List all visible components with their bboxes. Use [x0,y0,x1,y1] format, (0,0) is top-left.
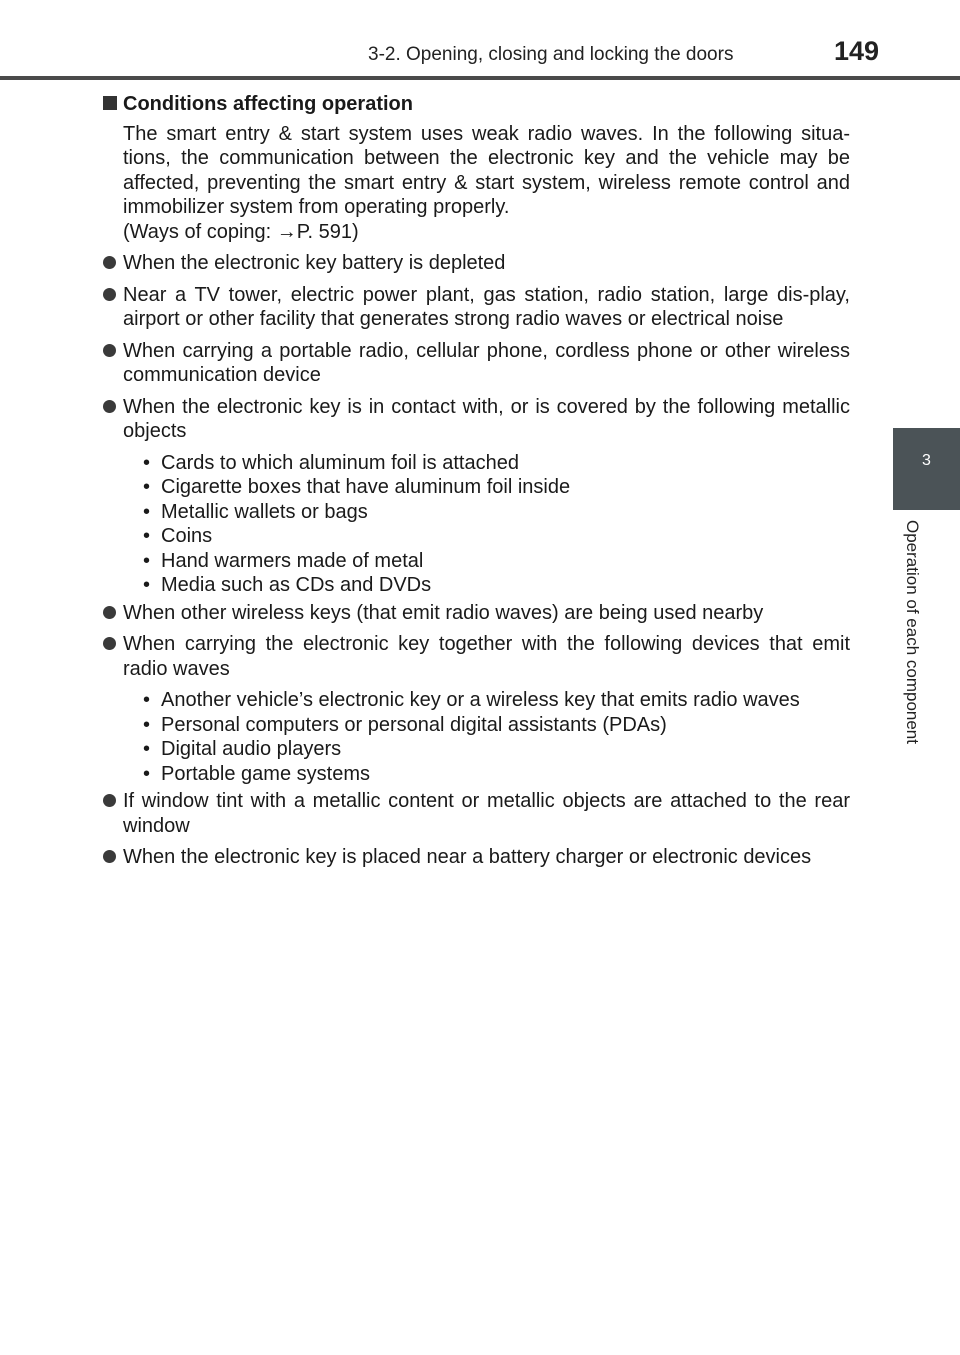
section-title: 3-2. Opening, closing and locking the doors [368,44,734,65]
bullet-dot-icon: • [143,738,151,760]
list-item [143,762,850,787]
list-item [143,573,850,598]
bullet-dot-icon: • [143,689,151,711]
condition-item [103,251,850,276]
condition-item [103,789,850,838]
square-bullet-icon [103,96,117,110]
condition-list [103,251,850,870]
chapter-tab [893,428,960,510]
list-item [143,549,850,574]
list-item-text: Media such as CDs and DVDs [161,574,432,596]
intro-text: The smart entry & start system uses weak radio waves. In the following situa-tions, the communication between the electronic key and the vehicle may be affected, preventing the smart entry & start system, wireless remote control and immobilizer system from operating properly. [123,122,850,218]
list-item [143,688,850,713]
list-item-text: Digital audio players [161,738,342,760]
condition-item [103,845,850,870]
bullet-dot-icon: • [143,713,151,736]
list-item [143,713,850,738]
page-content [103,92,850,870]
condition-text: Near a TV tower, electric power plant, gas station, radio station, large dis-play, airport or other facility that generates strong radio waves or electrical noise [123,283,850,330]
list-item [143,475,850,500]
circle-bullet-icon [103,850,116,863]
circle-bullet-icon [103,256,116,269]
condition-text: When the electronic key battery is depleted [123,252,506,274]
condition-item [103,395,850,444]
circle-bullet-icon [103,344,116,357]
bullet-dot-icon: • [143,476,151,498]
list-item [143,451,850,476]
condition-text: If window tint with a metallic content or metallic objects are attached to the rear window [123,790,850,837]
condition-item [103,601,850,626]
condition-item [103,283,850,332]
circle-bullet-icon [103,794,116,807]
chapter-number: 3 [922,452,931,469]
bullet-dot-icon: • [143,549,151,572]
chapter-label: Operation of each component [903,520,922,744]
list-item [143,524,850,549]
header-divider [0,76,960,80]
page-number: 149 [834,36,880,66]
list-item-text: Coins [161,525,213,547]
list-item-text: Another vehicle’s electronic key or a wireless key that emits radio waves [161,689,800,711]
condition-text: When the electronic key is placed near a battery charger or electronic devices [123,846,812,868]
list-item-text: Portable game systems [161,762,370,785]
section-heading-text: Conditions affecting operation [123,93,413,115]
list-item-text: Cigarette boxes that have aluminum foil inside [161,476,571,498]
circle-bullet-icon [103,288,116,301]
condition-text: When other wireless keys (that emit radio waves) are being used nearby [123,601,764,624]
circle-bullet-icon [103,637,116,650]
list-item [143,500,850,525]
condition-text: When carrying the electronic key together with the following devices that emit radio waves [123,633,850,680]
circle-bullet-icon [103,606,116,619]
condition-item [103,632,850,681]
bullet-dot-icon: • [143,574,151,596]
bullet-dot-icon: • [143,762,151,785]
list-item-text: Cards to which aluminum foil is attached [161,451,519,474]
bullet-dot-icon: • [143,500,151,523]
radio-devices-list [143,688,850,786]
circle-bullet-icon [103,400,116,413]
section-heading [103,92,850,117]
bullet-dot-icon: • [143,451,151,474]
metallic-objects-list [143,451,850,598]
condition-text: When carrying a portable radio, cellular phone, cordless phone or other wireless communication device [123,339,850,386]
list-item [143,737,850,762]
list-item-text: Metallic wallets or bags [161,500,368,523]
list-item-text: Hand warmers made of metal [161,549,424,572]
condition-text: When the electronic key is in contact with, or is covered by the following metallic objects [123,395,850,442]
intro-paragraph [123,122,850,245]
list-item-text: Personal computers or personal digital assistants (PDAs) [161,713,667,736]
bullet-dot-icon: • [143,525,151,547]
intro-reference: (Ways of coping: →P. 591) [123,220,359,243]
condition-item [103,339,850,388]
